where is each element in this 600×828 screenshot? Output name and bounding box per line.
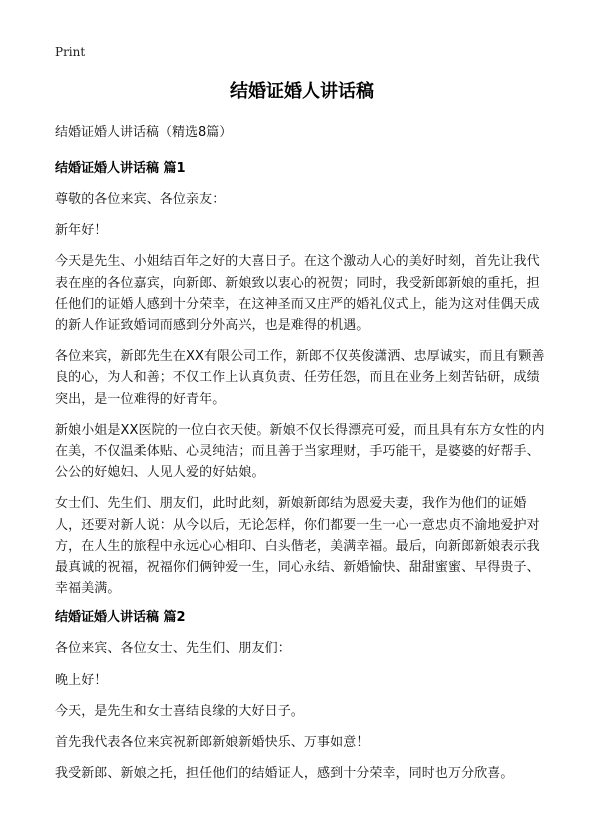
- section-2: [55, 609, 549, 784]
- paragraph: 今天，是先生和女士喜结良缘的大好日子。: [55, 703, 304, 719]
- document-subtitle: 结婚证婚人讲话稿（精选8篇）: [55, 125, 233, 140]
- print-link[interactable]: Print: [55, 45, 86, 59]
- section-heading: 结婚证婚人讲话稿 篇2: [55, 610, 186, 626]
- paragraph: 今天是先生、小姐结百年之好的大喜日子。在这个激动人心的美好时刻，首先让我代表在座的各位嘉宾，向新郎、新娘致以衷心的祝贺；同时，我受新郎新娘的重托，担任他们的证婚人感到十分荣幸，在这神圣而又庄严的婚礼仪式上，能为这对佳偶天成的新人作证致婚词而感到分外高兴，也是难得的机遇。: [55, 254, 540, 334]
- section-heading: 结婚证婚人讲话稿 篇1: [55, 161, 186, 176]
- paragraph: 尊敬的各位来宾、各位亲友：: [55, 192, 226, 207]
- paragraph: 我受新郎、新娘之托，担任他们的结婚证人，感到十分荣幸，同时也万分欣喜。: [55, 766, 514, 782]
- paragraph: 首先我代表各位来宾祝新郎新娘新婚快乐、万事如意！: [55, 735, 370, 751]
- section-1: [55, 160, 549, 599]
- paragraph: 各位来宾，新郎先生在XX有限公司工作，新郎不仅英俊潇洒、忠厚诚实，而且有颗善良的心，为人和善；不仅工作上认真负责、任劳任怨，而且在业务上刻苦钻研，成绩突出，是一位难得的好青年。: [55, 349, 545, 407]
- paragraph: 各位来宾、各位女士、先生们、朋友们：: [55, 641, 291, 657]
- paragraph: 晚上好！: [55, 672, 108, 688]
- document-title: 结婚证婚人讲话稿: [230, 81, 374, 102]
- paragraph: 新年好！: [55, 223, 108, 239]
- paragraph: 新娘小姐是XX医院的一位白衣天使。新娘不仅长得漂亮可爱，而且具有东方女性的内在美，不仅温柔体贴、心灵纯洁；而且善于当家理财，手巧能干，是婆婆的好帮手、公公的好媳妇、人见人爱的好姑娘。: [55, 422, 545, 481]
- paragraph: 女士们、先生们、朋友们，此时此刻，新娘新郎结为恩爱夫妻，我作为他们的证婚人，还要对新人说：从今以后，无论怎样，你们都要一生一心一意忠贞不渝地爱护对方，在人生的旅程中永远心心相印、白头偕老，美满幸福。最后，向新郎新娘表示我最真诚的祝福，祝福你们俩钟爱一生，同心永结、新婚愉快、甜甜蜜蜜、早得贵子、幸福美满。: [55, 496, 540, 597]
